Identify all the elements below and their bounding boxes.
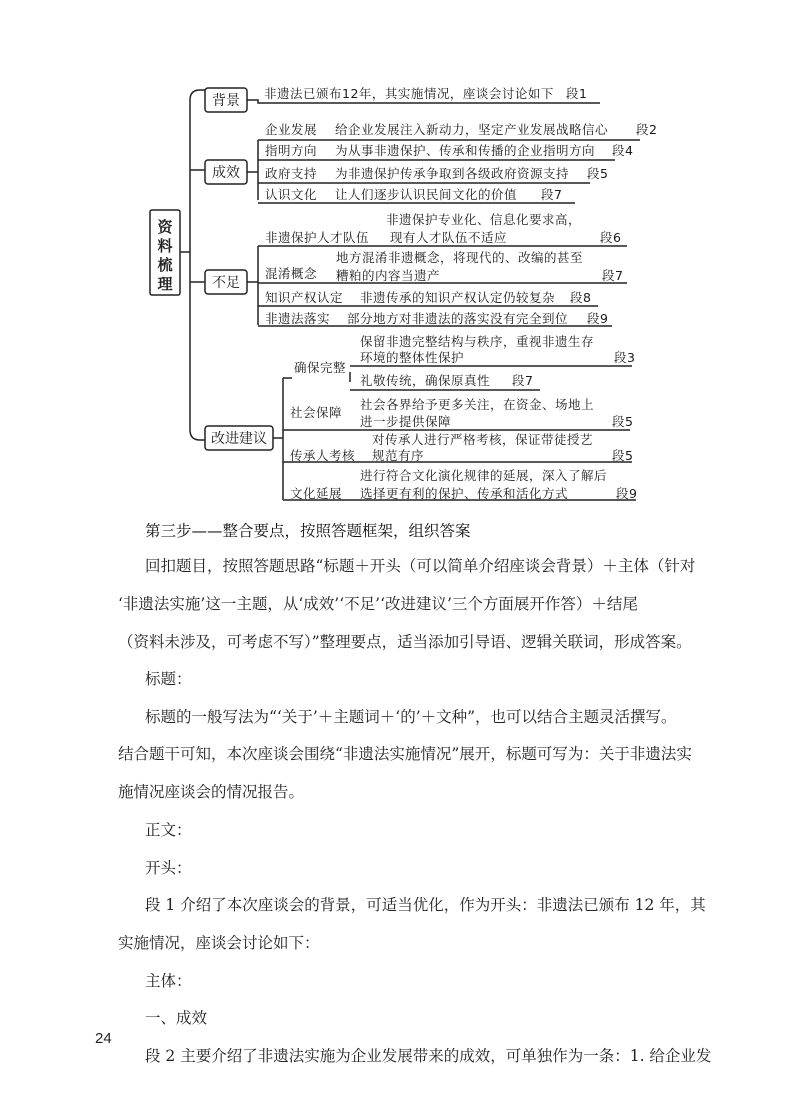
- suggestion-ref: 段5: [612, 448, 634, 463]
- achievement-ref: 段2: [636, 122, 658, 137]
- suggestion-key: 传承人考核: [290, 448, 356, 463]
- achievement-key: 认识文化: [265, 187, 318, 202]
- achievement-key: 企业发展: [265, 122, 318, 137]
- suggestion-text-line2: 选择更有利的保护、传承和活化方式: [360, 486, 569, 501]
- suggestion-text-line2: 进一步提供保障: [360, 414, 452, 429]
- body-line: 标题：: [145, 670, 192, 688]
- achievement-ref: 段5: [587, 166, 609, 181]
- shortcoming-key: 非遗法落实: [265, 311, 331, 326]
- suggestion-text-line1: 对传承人进行严格考核，保证带徒授艺: [372, 432, 594, 447]
- shortcoming-text: 部分地方对非遗法的落实没有完全到位: [347, 311, 569, 326]
- suggestion-text-line2: 规范有序: [372, 448, 425, 463]
- suggestion-text-line1: 进行符合文化演化规律的延展，深入了解后: [360, 468, 608, 483]
- mind-map: [0, 0, 800, 515]
- suggestion-text-line1: 社会各界给予更多关注，在资金、场地上: [360, 397, 595, 412]
- background-item-ref: 段1: [566, 86, 588, 101]
- achievement-ref: 段4: [612, 143, 634, 158]
- shortcoming-text-line1: 非遗保护专业化、信息化要求高，: [386, 212, 582, 227]
- body-line: 实施情况，座谈会讨论如下：: [118, 934, 320, 952]
- body-line: 标题的一般写法为“‘关于’＋主题词＋‘的’＋文种”，也可以结合主题灵活撰写。: [145, 708, 677, 726]
- body-line: 主体：: [145, 972, 192, 990]
- body-line: 回扣题目，按照答题思路“标题＋开头（可以简单介绍座谈会背景）＋主体（针对: [145, 557, 696, 575]
- achievement-key: 指明方向: [265, 143, 318, 158]
- achievement-key: 政府支持: [265, 166, 318, 181]
- shortcoming-ref: 段8: [570, 290, 592, 305]
- shortcoming-text-line2: 现有人才队伍不适应: [390, 230, 508, 245]
- body-line: ‘非遗法实施’这一主题，从‘成效’‘不足’‘改进建议’三个方面展开作答）＋结尾: [118, 595, 638, 613]
- body-line: 段 1 介绍了本次座谈会的背景，可适当优化，作为开头：非遗法已颁布 12 年，其: [145, 896, 706, 914]
- shortcoming-key: 混淆概念: [265, 266, 318, 281]
- background-item-text: 非遗法已颁布12年，其实施情况，座谈会讨论如下: [264, 86, 554, 101]
- body-line: （资料未涉及，可考虑不写）”整理要点，适当添加引导语、逻辑关联词，形成答案。: [118, 633, 692, 651]
- suggestion-ref: 段7: [512, 373, 534, 388]
- shortcoming-ref: 段9: [587, 311, 609, 326]
- achievement-text: 让人们逐步认识民间文化的价值: [335, 187, 518, 202]
- shortcoming-text: 非遗传承的知识产权认定仍较复杂: [360, 290, 556, 305]
- body-line: 施情况座谈会的情况报告。: [118, 783, 305, 801]
- suggestion-text-line1: 保留非遗完整结构与秩序，重视非遗生存: [360, 334, 595, 349]
- body-line: 正文：: [145, 821, 192, 839]
- suggestion-text: 礼敬传统，确保原真性: [360, 373, 491, 388]
- suggestion-ref: 段5: [612, 414, 634, 429]
- branch-label-background: 背景: [212, 93, 240, 109]
- body-line: 段 2 主要介绍了非遗法实施为企业发展带来的成效，可单独作为一条：1. 给企业发: [145, 1047, 712, 1065]
- achievement-text: 为非遗保护传承争取到各级政府资源支持: [335, 166, 570, 181]
- shortcoming-key: 知识产权认定: [265, 290, 344, 305]
- achievement-text: 给企业发展注入新动力，坚定产业发展战略信心: [335, 122, 609, 137]
- achievement-text: 为从事非遗保护、传承和传播的企业指明方向: [335, 143, 596, 158]
- branch-label-achievements: 成效: [212, 165, 240, 181]
- body-line: 一、成效: [145, 1009, 208, 1027]
- shortcoming-text-line2: 糟粕的内容当遗产: [336, 268, 441, 283]
- body-line: 结合题干可知，本次座谈会围绕“非遗法实施情况”展开，标题可写为：关于非遗法实: [118, 745, 692, 763]
- suggestion-key: 文化延展: [290, 486, 343, 501]
- suggestion-ref: 段9: [616, 486, 638, 501]
- shortcoming-text-line1: 地方混淆非遗概念，将现代的、改编的甚至: [336, 250, 584, 265]
- suggestion-text-line2: 环境的整体性保护: [360, 350, 465, 365]
- suggestion-ref: 段3: [614, 350, 636, 365]
- branch-label-suggestions: 改进建议: [211, 431, 267, 447]
- suggestion-key: 确保完整: [294, 360, 347, 375]
- shortcoming-ref: 段6: [600, 230, 622, 245]
- suggestion-key: 社会保障: [290, 405, 343, 420]
- step-heading: 第三步——整合要点，按照答题框架，组织答案: [145, 522, 471, 540]
- body-line: 开头：: [145, 859, 192, 877]
- branch-label-shortcomings: 不足: [212, 275, 240, 291]
- shortcoming-ref: 段7: [602, 268, 624, 283]
- achievement-ref: 段7: [541, 187, 563, 202]
- shortcoming-key: 非遗保护人才队伍: [265, 230, 370, 245]
- page-number: 24: [95, 1030, 112, 1047]
- root-label: 资料梳理: [157, 218, 173, 293]
